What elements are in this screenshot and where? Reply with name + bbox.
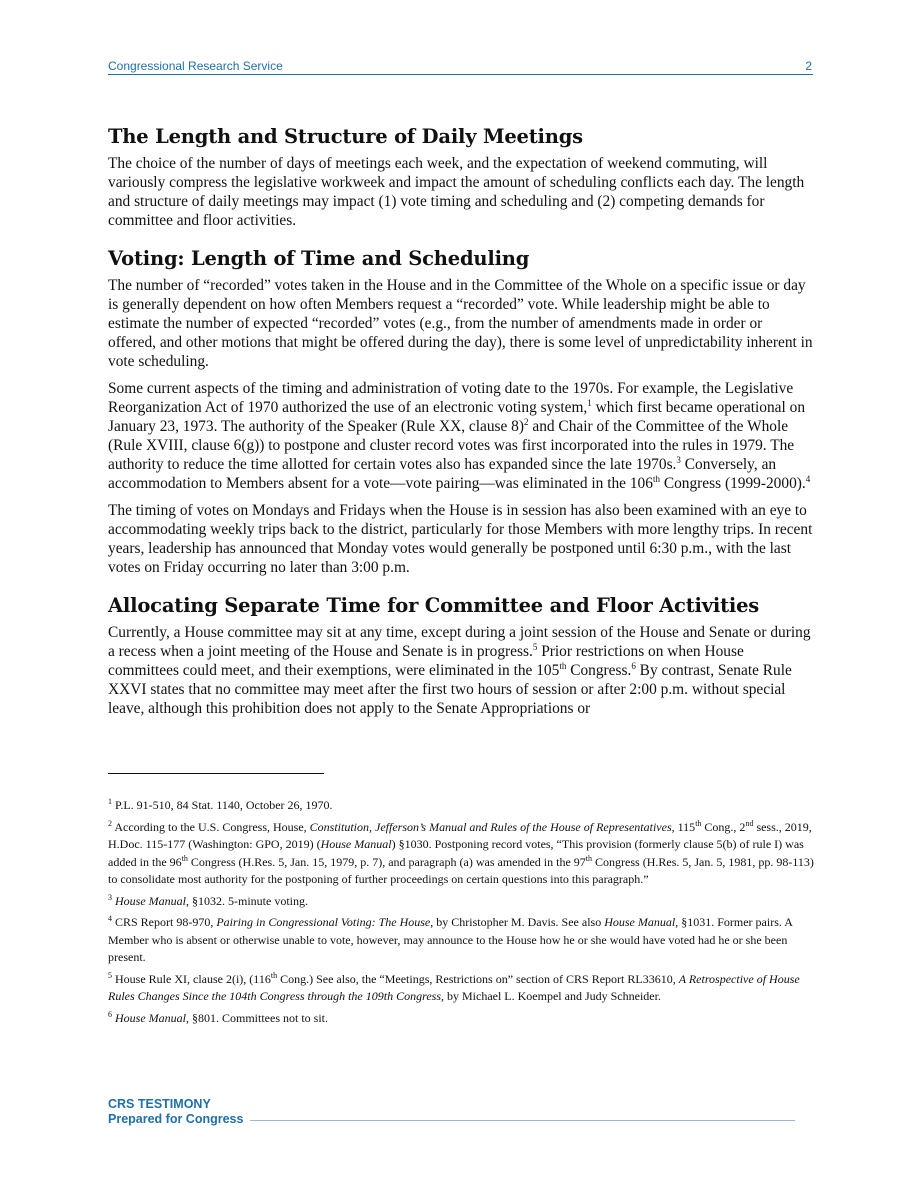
paragraph: Some current aspects of the timing and administration of voting date to the 1970s. For example, the Legislative Reorganization Act of 1970 authorized the use of an electronic voting system,$^1$ which first became operational on January 23, 1973. The authority of the Speaker (Rule XX, clause 8)$^2$ and Chair of the Committee of the Whole (Rule XVIII, clause 6(g)) to postpone and cluster record votes was first incorporated into the rules in 1979. The authority to reduce the time allotted for certain votes also has expanded since the late 1970s.$^3$ Conversely, an accommodation to Members absent for a vote—vote pairing—was eliminated in the 106th Congress (1999-2000).$^4$ (108, 380, 811, 492)
footer-rule (250, 1120, 795, 1121)
paragraph: The number of “recorded” votes taken in the House and in the Committee of the Whole on a specific issue or day is generally dependent on how often Members request a “recorded” vote. While leadership might be able to estimate the number of expected “recorded” votes (e.g., from the number of amendments made in order or offered, and other motions that might be offered during the day), there is some level of unpredictability inherent in vote scheduling. (108, 277, 813, 370)
page-number: 2 (805, 59, 812, 73)
main-text (108, 124, 814, 726)
section-heading: The Length and Structure of Daily Meetings (108, 125, 583, 148)
footnote-ref[interactable]: 5 (532, 641, 538, 652)
footer-subtitle: Prepared for Congress (108, 1112, 244, 1126)
section-heading: Voting: Length of Time and Scheduling (108, 247, 530, 270)
section-heading: Allocating Separate Time for Committee and Floor Activities (108, 594, 760, 617)
footnotes (108, 797, 814, 1031)
footnote-ref[interactable]: 1 (587, 397, 592, 408)
footer-title: CRS TESTIMONY (108, 1097, 211, 1111)
ordinal-suffix: th (559, 660, 567, 671)
header-org-name: Congressional Research Service (108, 59, 283, 73)
footnote-ref[interactable]: 6 (631, 660, 636, 671)
header-rule (108, 74, 813, 75)
footnote-ref[interactable]: 4 (805, 473, 811, 484)
footnote: $^4$ CRS Report 98-970, Pairing in Congressional Voting: The House, by Christopher M. Davis. See also House Manual, §1031. Former pairs. A Member who is absent or otherwise unable to vote, however, may announce to the House how he or she would have voted had he or she been present. (108, 914, 793, 964)
footnote: $^5$ House Rule XI, clause 2(i), (116th Cong.) See also, the “Meetings, Restrictions on” section of CRS Report RL33610, A Retrospective of House Rules Changes Since the 104th Congress through the 109th Congress, by Michael L. Koempel and Judy Schneider. (108, 970, 800, 1003)
footnote: $^3$ House Manual, §1032. 5-minute voting. (108, 892, 308, 908)
footnote: $^1$ P.L. 91-510, 84 Stat. 1140, October 26, 1970. (108, 797, 333, 812)
paragraph: The choice of the number of days of meetings each week, and the expectation of weekend commuting, will variously compress the legislative workweek and impact the amount of scheduling conflicts each day. The length and structure of daily meetings may impact (1) vote timing and scheduling and (2) competing demands for committee and floor activities. (108, 155, 805, 229)
footnote-ref[interactable]: 3 (676, 454, 681, 465)
footnote: $^6$ House Manual, §801. Committees not to sit. (108, 1009, 329, 1025)
footnote-separator (108, 773, 324, 774)
footnote: $^2$ According to the U.S. Congress, House, Constitution, Jefferson’s Manual and Rules of the House of Representatives, 115th Cong., 2nd sess., 2019, H.Doc. 115-177 (Washington: GPO, 2019) (House Manual) §1030. Postponing record votes, “This provision (formerly clause 5(b) of rule I) was added in the 96th Congress (H.Res. 5, Jan. 15, 1979, p. 7), and paragraph (a) was amended in the 97th Congress (H.Res. 5, Jan. 5, 1981, pp. 98-113) to consolidate most authority for the postponing of further proceedings on certain questions into this paragraph.” (108, 818, 814, 886)
paragraph: The timing of votes on Mondays and Fridays when the House is in session has also been examined with an eye to accommodating weekly trips back to the district, particularly for those Members with more lengthy trips. In recent years, leadership has announced that Monday votes would generally be postponed until 6:30 p.m., with the last votes on Friday occurring no later than 3:00 p.m. (108, 502, 813, 576)
footnote-ref[interactable]: 2 (524, 416, 529, 427)
paragraph: Currently, a House committee may sit at any time, except during a joint session of the House and Senate or during a recess when a joint meeting of the House and Senate is in progress.$^5$ Prior restrictions on when House committees could meet, and their exemptions, were eliminated in the 105th Congress.$^6$ By contrast, Senate Rule XXVI states that no committee may meet after the first two hours of session or after 2:00 p.m. without special leave, although this prohibition does not apply to the Senate Appropriations or (108, 624, 811, 717)
ordinal-suffix: th (652, 473, 660, 484)
running-header (108, 59, 812, 74)
